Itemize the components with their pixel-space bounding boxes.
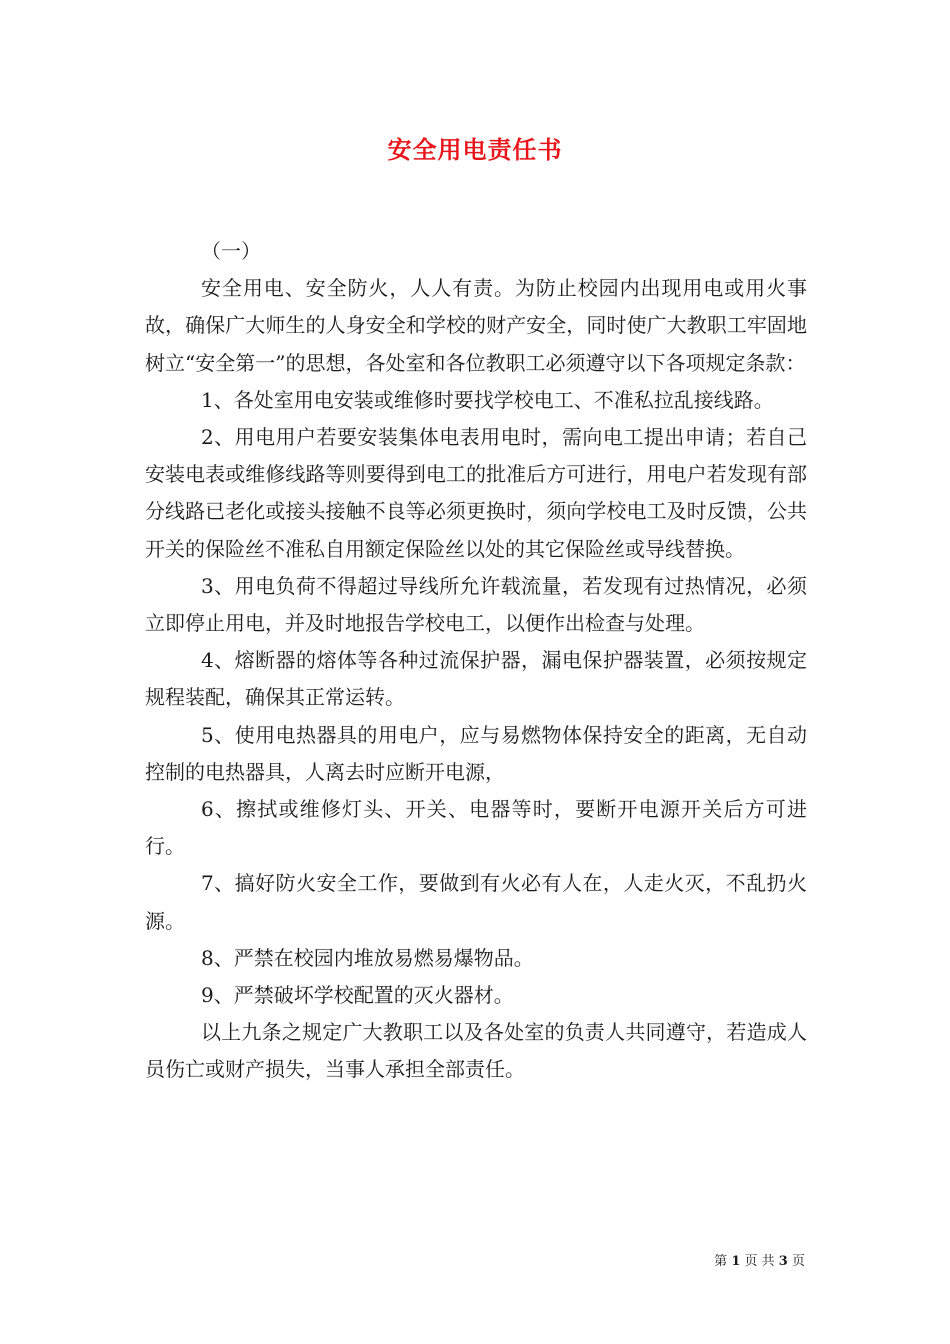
- footer-page-number: 1: [731, 1254, 741, 1269]
- footer-suffix: 页: [791, 1254, 805, 1269]
- rule-item-2: 2、用电用户若要安装集体电表用电时，需向电工提出申请；若自己安装电表或维修线路等则要得到电工的批准后方可进行，用电户若发现有部分线路已老化或接头接触不良等必须更换时，须向学校电工及时反馈，公共开关的保险丝不准私自用额定保险丝以处的其它保险丝或导线替换。: [145, 425, 807, 561]
- rule-item-7: 7、搞好防火安全工作，要做到有火必有人在，人走火灭，不乱扔火源。: [145, 871, 807, 933]
- rule-item-4: 4、熔断器的熔体等各种过流保护器，漏电保护器装置，必须按规定规程装配，确保其正常运转。: [145, 648, 807, 710]
- rule-item-9: 9、严禁破坏学校配置的灭火器材。: [201, 983, 514, 1008]
- closing-paragraph: 以上九条之规定广大教职工以及各处室的负责人共同遵守，若造成人员伤亡或财产损失，当事人承担全部责任。: [145, 1020, 807, 1082]
- document-title: 安全用电责任书: [387, 135, 563, 164]
- rule-item-1: 1、各处室用电安装或维修时要找学校电工、不准私拉乱接线路。: [201, 387, 774, 412]
- page-footer: [714, 1250, 805, 1269]
- footer-middle: 页 共: [744, 1254, 775, 1269]
- rule-item-3: 3、用电负荷不得超过导线所允许载流量，若发现有过热情况，必须立即停止用电，并及时地报告学校电工，以便作出检查与处理。: [145, 573, 807, 636]
- rule-item-5: 5、使用电热器具的用电户，应与易燃物体保持安全的距离，无自动控制的电热器具，人离去时应断开电源，: [145, 722, 807, 784]
- rule-item-6: 6、擦拭或维修灯头、开关、电器等时，要断开电源开关后方可进行。: [145, 797, 807, 859]
- document-body: [145, 233, 807, 1089]
- rule-item-8: 8、严禁在校园内堆放易燃易爆物品。: [201, 945, 534, 970]
- footer-total-pages: 3: [778, 1254, 788, 1269]
- footer-prefix: 第: [714, 1254, 728, 1269]
- section-heading: （一）: [201, 239, 261, 263]
- intro-paragraph: 安全用电、安全防火，人人有责。为防止校园内出现用电或用火事故，确保广大师生的人身安全和学校的财产安全，同时使广大教职工牢固地树立“安全第一”的思想，各处室和各位教职工必须遵守以下各项规定条款：: [145, 276, 807, 375]
